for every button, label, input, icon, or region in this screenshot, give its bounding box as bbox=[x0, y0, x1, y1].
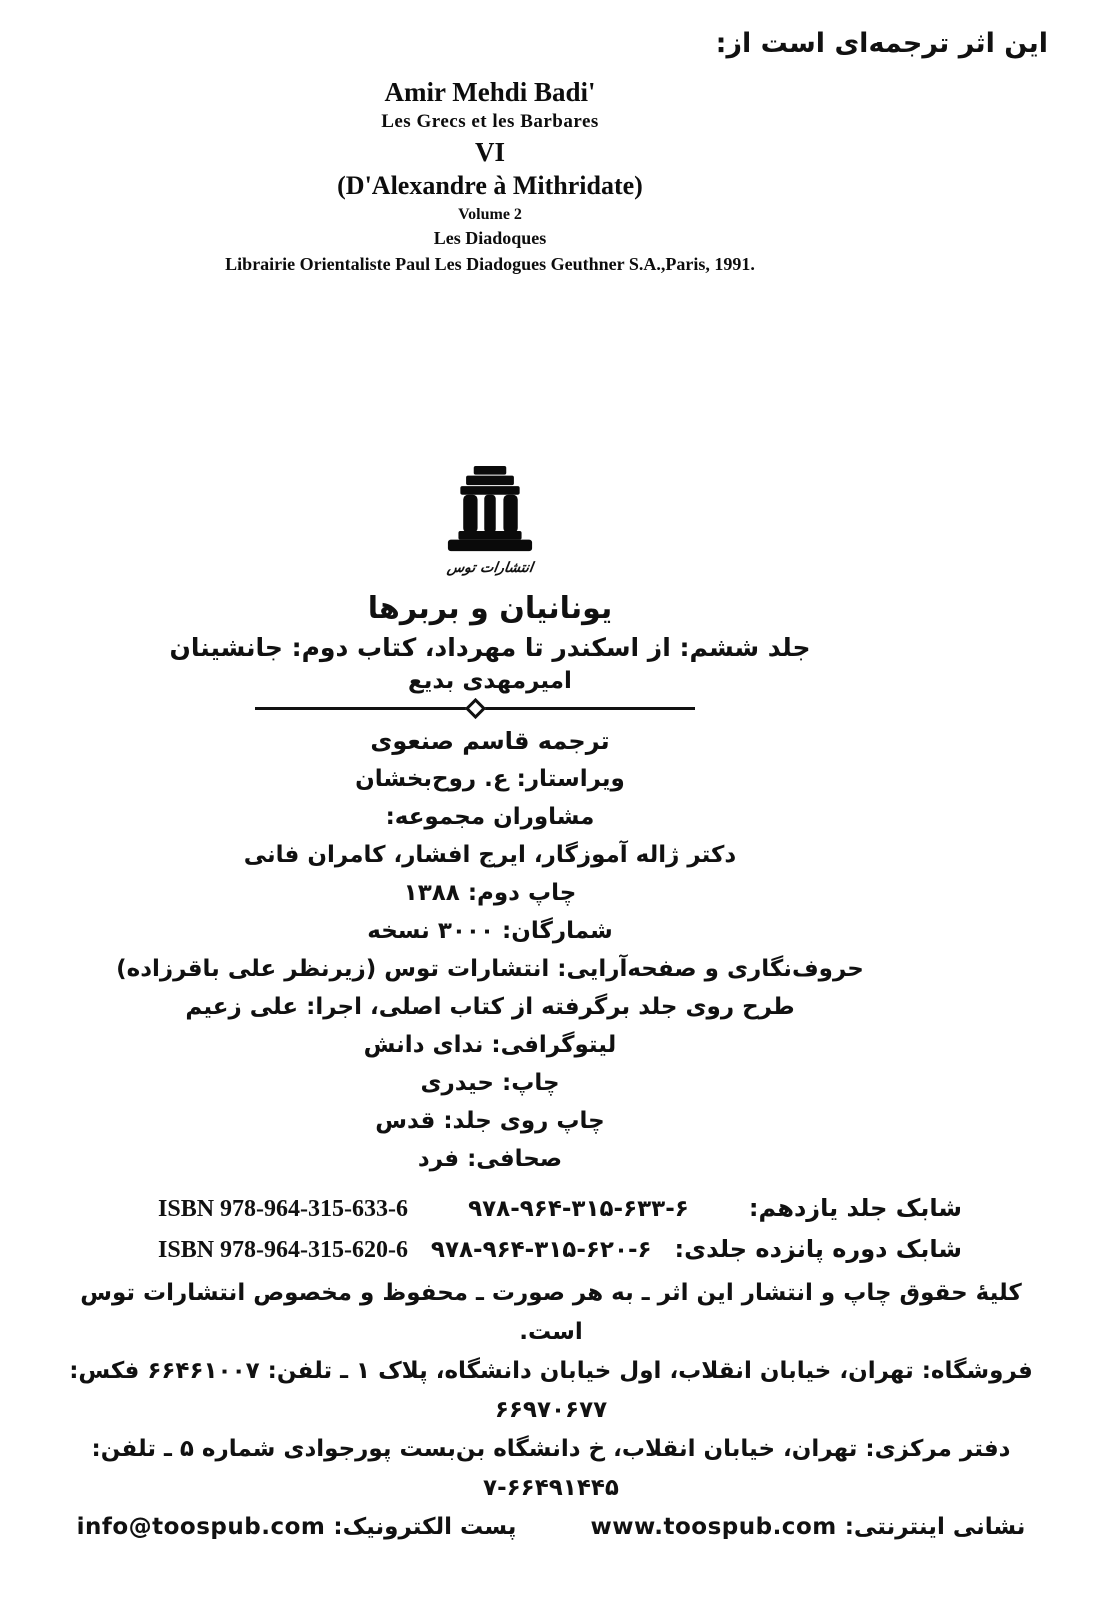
divider-line-right bbox=[484, 707, 696, 710]
diamond-ornament-icon bbox=[464, 697, 485, 718]
isbn-volume-label: شابک جلد یازدهم: bbox=[748, 1194, 962, 1222]
credit-lithography: لیتوگرافی: ندای دانش bbox=[363, 1032, 617, 1058]
book-volume-info-fa: جلد ششم: از اسکندر تا مهرداد، کتاب دوم: جانشینان bbox=[169, 633, 811, 662]
isbn-set-latin: ISBN 978-964-315-620-6 bbox=[158, 1237, 408, 1263]
website-url: www.toospub.com bbox=[590, 1514, 837, 1540]
credit-advisors-label: مشاوران مجموعه: bbox=[385, 804, 595, 830]
original-title: Les Grecs et les Barbares bbox=[381, 111, 599, 132]
original-volume-label: Volume 2 bbox=[458, 206, 522, 223]
book-author-fa: امیرمهدی بدیع bbox=[408, 668, 572, 694]
credit-advisors-names: دکتر ژاله آموزگار، ایرج افشار، کامران فانی bbox=[243, 842, 737, 868]
isbn-set-label: شابک دوره پانزده جلدی: bbox=[674, 1235, 962, 1263]
store-address-line: فروشگاه: تهران، خیابان انقلاب، اول خیابان دانشگاه، پلاک ۱ ـ تلفن: ۶۶۴۶۱۰۰۷ فکس: ۶۶۹۷۰۶۷۷ bbox=[69, 1358, 1033, 1423]
original-volume-numeral: VI bbox=[474, 137, 505, 167]
divider-line-left bbox=[255, 707, 467, 710]
publisher-logo-caption: انتشارات توس bbox=[446, 560, 534, 576]
credit-print-run: شمارگان: ۳۰۰۰ نسخه bbox=[367, 918, 613, 944]
credit-binding: صحافی: فرد bbox=[417, 1146, 563, 1172]
head-office-line: دفتر مرکزی: تهران، خیابان انقلاب، خ دانشگاه بن‌بست پورجوادی شماره ۵ ـ تلفن: ۶۶۴۹۱۴۴۵-۷ bbox=[91, 1436, 1011, 1501]
publisher-logo bbox=[0, 466, 980, 576]
credit-cover-printing: چاپ روی جلد: قدس bbox=[375, 1108, 605, 1134]
original-work-block bbox=[0, 75, 980, 278]
original-publisher-line: Librairie Orientaliste Paul Les Diadogues Geuthner S.A.,Paris, 1991. bbox=[225, 254, 755, 274]
credit-edition: چاپ دوم: ۱۳۸۸ bbox=[403, 880, 577, 906]
book-title-fa: یونانیان و بربرها bbox=[367, 591, 613, 626]
legal-contact-block bbox=[0, 1274, 1102, 1547]
credit-editor: ویراستار: ع. روح‌بخشان bbox=[355, 766, 625, 792]
toos-column-logo-icon bbox=[442, 466, 538, 554]
isbn-row-set bbox=[0, 1235, 1102, 1264]
isbn-volume-latin: ISBN 978-964-315-633-6 bbox=[158, 1196, 408, 1222]
isbn-row-volume bbox=[0, 1194, 1102, 1223]
credit-typesetting: حروف‌نگاری و صفحه‌آرایی: انتشارات توس (زیرنظر علی باقرزاده) bbox=[116, 956, 864, 982]
credits-block bbox=[0, 722, 1102, 1178]
email-label: پست الکترونیک: bbox=[333, 1514, 517, 1540]
original-part-title: Les Diadoques bbox=[433, 228, 547, 248]
copyright-notice: کلیهٔ حقوق چاپ و انتشار این اثر ـ به هر صورت ـ محفوظ و مخصوص انتشارات توس است. bbox=[80, 1280, 1022, 1345]
website-label: نشانی اینترنتی: bbox=[844, 1514, 1026, 1540]
isbn-volume-persian: ۹۷۸-۹۶۴-۳۱۵-۶۳۳-۶ bbox=[468, 1196, 689, 1222]
original-author: Amir Mehdi Badi' bbox=[384, 77, 596, 107]
ornamental-divider bbox=[255, 700, 695, 716]
translation-notice: این اثر ترجمه‌ای است از: bbox=[715, 28, 1048, 59]
email-address: info@toospub.com bbox=[76, 1514, 326, 1540]
credit-printing: چاپ: حیدری bbox=[420, 1070, 560, 1096]
credit-cover-design: طرح روی جلد برگرفته از کتاب اصلی، اجرا: علی زعیم bbox=[185, 994, 795, 1020]
credit-translator: ترجمه قاسم صنعوی bbox=[370, 727, 610, 755]
original-subtitle: (D'Alexandre à Mithridate) bbox=[337, 171, 643, 200]
isbn-set-persian: ۹۷۸-۹۶۴-۳۱۵-۶۲۰-۶ bbox=[430, 1237, 652, 1263]
online-contact-line bbox=[51, 1508, 1051, 1547]
